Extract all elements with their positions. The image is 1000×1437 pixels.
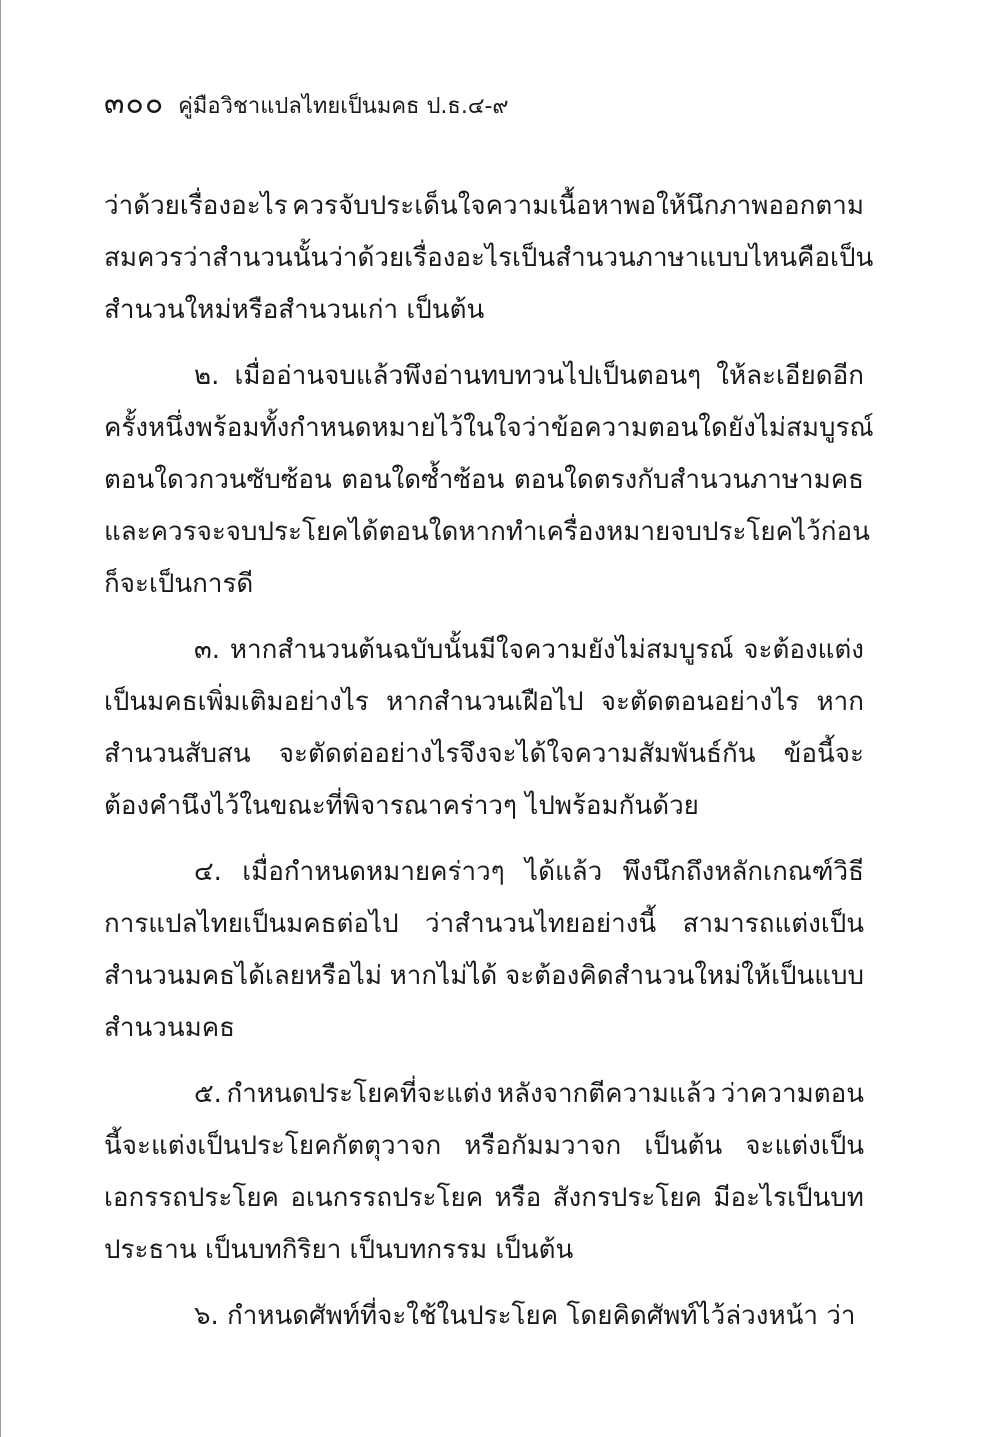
paragraph [104,1068,864,1276]
text-line: ครั้งหนึ่ง พร้อมทั้งกำหนดหมายไว้ในใจว่าข้อความตอนใดยังไม่สมบูรณ์ [104,413,874,443]
text-line: นี้จะแต่งเป็นประโยคกัตตุวาจก หรือกัมมวาจก เป็นต้น จะแต่งเป็น [104,1131,864,1161]
paragraph [104,846,864,1054]
text-line: ว่าด้วยเรื่องอะไร ควรจับประเด็นใจความเนื้อหาพอให้นึกภาพออกตาม [104,191,864,221]
text-line: เป็นมคธเพิ่มเติมอย่างไร หากสำนวนเฝือไป จะตัดตอนอย่างไร หาก [104,687,864,717]
page-header [104,80,509,120]
text-line: ๒. เมื่ออ่านจบแล้วพึงอ่านทบทวนไปเป็นตอนๆ ให้ละเอียดอีก [194,361,864,391]
text-line: สำนวนสับสน จะตัดต่ออย่างไรจึงจะได้ใจความสัมพันธ์กัน ข้อนี้จะ [104,739,864,769]
paragraph [104,180,874,336]
paragraph [104,350,874,610]
text-line: สำนวนใหม่หรือสำนวนเก่า เป็นต้น [104,295,485,325]
text-line: ๕. กำหนดประโยคที่จะแต่ง หลังจากตีความแล้ว ว่าความตอน [194,1079,864,1109]
paragraph [104,1290,864,1342]
text-line: ประธาน เป็นบทกิริยา เป็นบทกรรม เป็นต้น [104,1235,574,1265]
text-line: สำนวนมคธ [104,1013,236,1043]
running-title: คู่มือวิชาแปลไทยเป็นมคธ ป.ธ.๔-๙ [178,94,509,119]
paragraph [104,624,864,832]
text-line: ต้องคำนึงไว้ในขณะที่พิจารณาคร่าวๆ ไปพร้อมกันด้วย [104,791,699,821]
text-line: ตอนใดวกวนซับซ้อน ตอนใดซ้ำซ้อน ตอนใดตรงกับสำนวนภาษามคธ [104,465,864,495]
text-line: ก็จะเป็นการดี [104,569,254,599]
text-line: ๔. เมื่อกำหนดหมายคร่าวๆ ได้แล้ว พึงนึกถึงหลักเกณฑ์วิธี [194,857,864,887]
text-line: การแปลไทยเป็นมคธต่อไป ว่าสำนวนไทยอย่างนี้ สามารถแต่งเป็น [104,909,864,939]
text-line: ๓. หากสำนวนต้นฉบับนั้นมีใจความยังไม่สมบูรณ์ จะต้องแต่ง [194,635,864,665]
text-line: ๖. กำหนดศัพท์ที่จะใช้ในประโยค โดยคิดศัพท์ไว้ล่วงหน้า ว่า [194,1301,856,1331]
page-number: ๓๐๐ [104,86,165,121]
text-line: สมควรว่าสำนวนนั้นว่าด้วยเรื่องอะไร เป็นสำนวนภาษาแบบไหน คือเป็น [104,243,874,273]
text-line: สำนวนมคธได้เลยหรือไม่ หากไม่ได้ จะต้องคิดสำนวนใหม่ให้เป็นแบบ [104,961,864,991]
body-text [104,180,874,1342]
text-line: และควรจะจบประโยคได้ตอนใด หากทำเครื่องหมายจบประโยคไว้ก่อน [104,517,870,547]
text-line: เอกรรถประโยค อเนกรรถประโยค หรือ สังกรประโยค มีอะไรเป็นบท [104,1183,864,1213]
